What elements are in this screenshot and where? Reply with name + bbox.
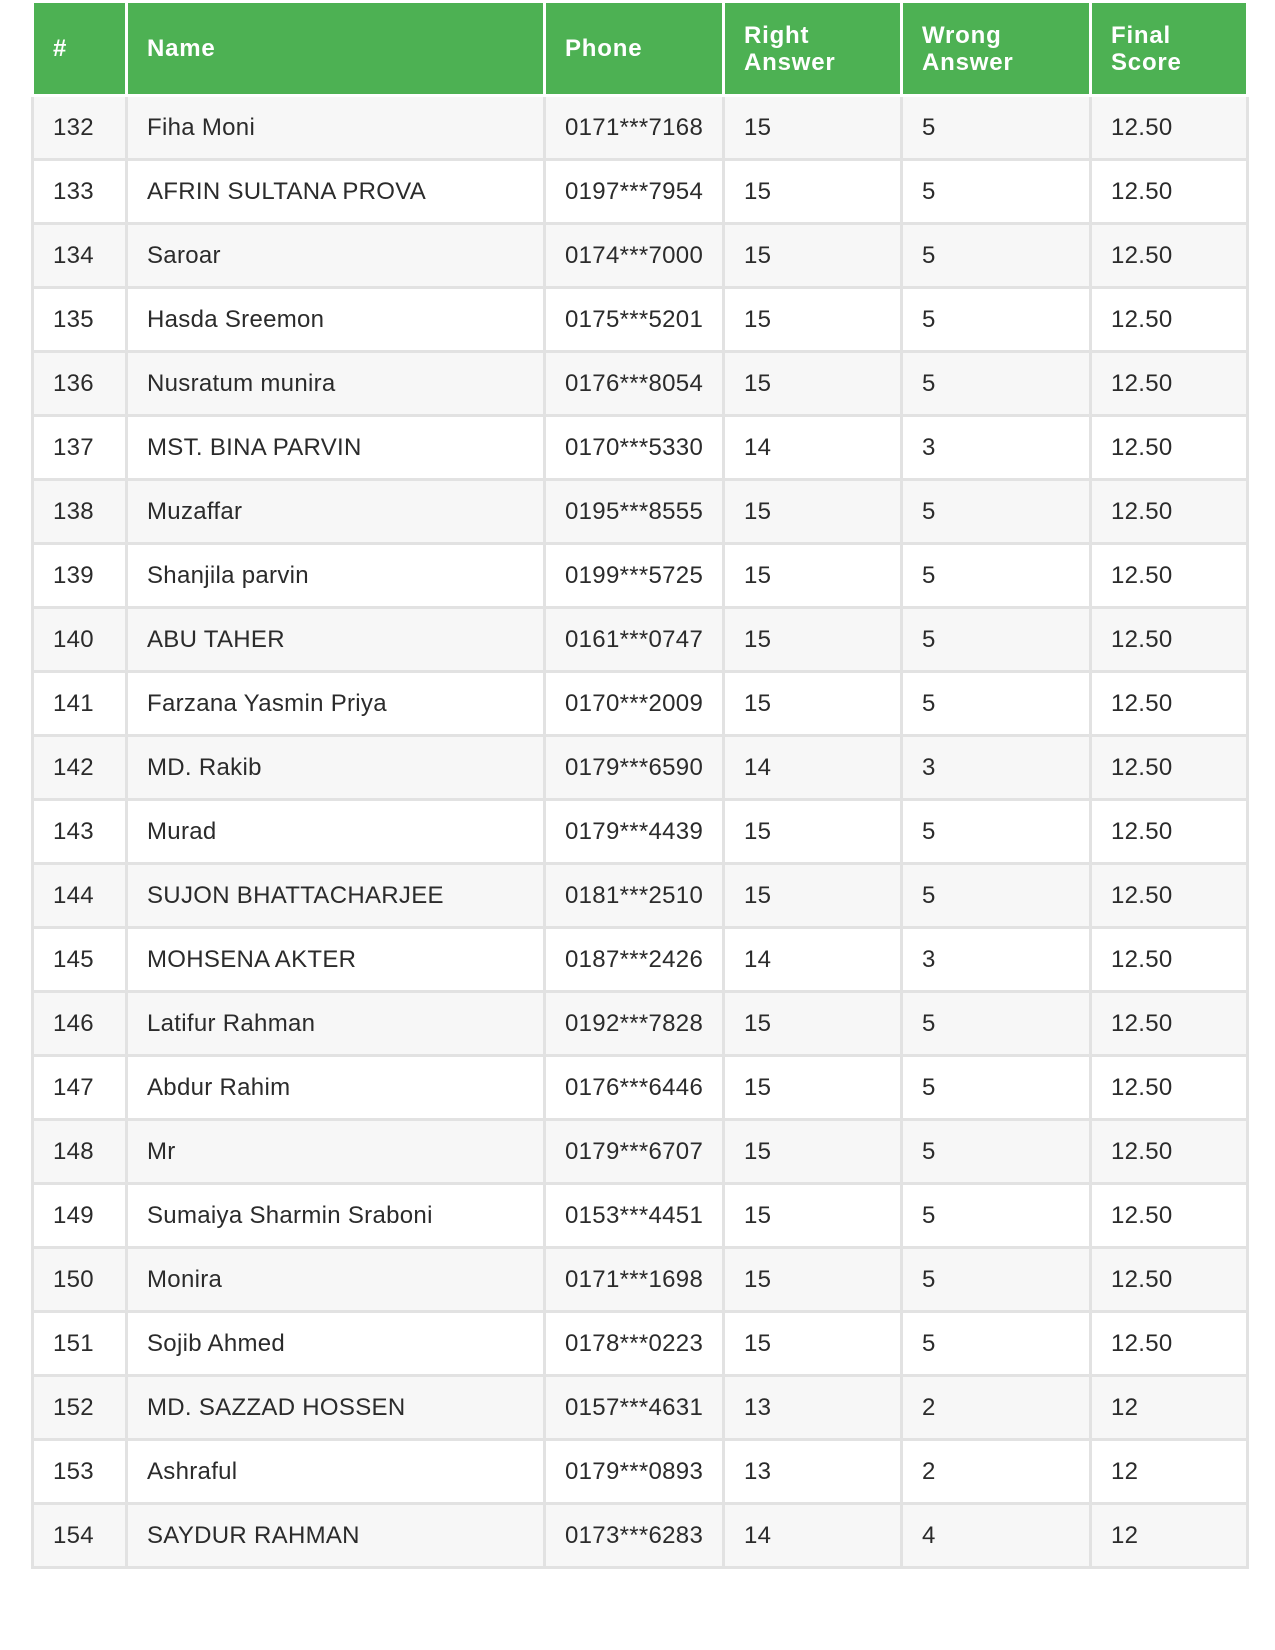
table-row <box>33 1504 1248 1568</box>
cell-number: 139 <box>33 544 127 608</box>
cell-wrong-answer: 5 <box>902 160 1091 224</box>
cell-name: Ashraful <box>127 1440 545 1504</box>
cell-phone: 0171***1698 <box>545 1248 724 1312</box>
cell-name: MD. Rakib <box>127 736 545 800</box>
cell-wrong-answer: 5 <box>902 608 1091 672</box>
cell-right-answer: 15 <box>724 224 902 288</box>
cell-final-score: 12.50 <box>1091 1056 1248 1120</box>
cell-right-answer: 14 <box>724 1504 902 1568</box>
cell-name: Hasda Sreemon <box>127 288 545 352</box>
table-row <box>33 1440 1248 1504</box>
cell-phone: 0199***5725 <box>545 544 724 608</box>
header-row <box>33 2 1248 96</box>
cell-right-answer: 15 <box>724 1184 902 1248</box>
results-table <box>31 0 1249 1569</box>
cell-phone: 0195***8555 <box>545 480 724 544</box>
cell-final-score: 12 <box>1091 1440 1248 1504</box>
cell-final-score: 12.50 <box>1091 224 1248 288</box>
cell-right-answer: 15 <box>724 864 902 928</box>
cell-phone: 0197***7954 <box>545 160 724 224</box>
cell-name: Saroar <box>127 224 545 288</box>
cell-wrong-answer: 5 <box>902 352 1091 416</box>
cell-right-answer: 14 <box>724 416 902 480</box>
cell-number: 142 <box>33 736 127 800</box>
cell-wrong-answer: 4 <box>902 1504 1091 1568</box>
cell-right-answer: 15 <box>724 1248 902 1312</box>
cell-name: SAYDUR RAHMAN <box>127 1504 545 1568</box>
cell-wrong-answer: 5 <box>902 1120 1091 1184</box>
cell-wrong-answer: 3 <box>902 736 1091 800</box>
cell-number: 136 <box>33 352 127 416</box>
cell-number: 148 <box>33 1120 127 1184</box>
table-header <box>33 2 1248 96</box>
cell-right-answer: 15 <box>724 160 902 224</box>
table-row <box>33 928 1248 992</box>
header-final-score: Final Score <box>1091 2 1248 96</box>
table-body <box>33 96 1248 1568</box>
cell-right-answer: 15 <box>724 1056 902 1120</box>
cell-name: SUJON BHATTACHARJEE <box>127 864 545 928</box>
cell-wrong-answer: 5 <box>902 544 1091 608</box>
cell-final-score: 12.50 <box>1091 1120 1248 1184</box>
cell-wrong-answer: 2 <box>902 1440 1091 1504</box>
cell-phone: 0179***0893 <box>545 1440 724 1504</box>
cell-number: 143 <box>33 800 127 864</box>
cell-right-answer: 15 <box>724 608 902 672</box>
cell-number: 151 <box>33 1312 127 1376</box>
cell-phone: 0173***6283 <box>545 1504 724 1568</box>
cell-wrong-answer: 5 <box>902 480 1091 544</box>
cell-right-answer: 13 <box>724 1440 902 1504</box>
cell-phone: 0179***6590 <box>545 736 724 800</box>
cell-final-score: 12 <box>1091 1376 1248 1440</box>
cell-wrong-answer: 5 <box>902 672 1091 736</box>
cell-right-answer: 15 <box>724 1120 902 1184</box>
header-name: Name <box>127 2 545 96</box>
cell-phone: 0170***5330 <box>545 416 724 480</box>
cell-wrong-answer: 5 <box>902 1248 1091 1312</box>
cell-name: Fiha Moni <box>127 96 545 160</box>
cell-right-answer: 15 <box>724 352 902 416</box>
cell-number: 133 <box>33 160 127 224</box>
cell-final-score: 12.50 <box>1091 608 1248 672</box>
cell-final-score: 12.50 <box>1091 1184 1248 1248</box>
header-number: # <box>33 2 127 96</box>
cell-name: Farzana Yasmin Priya <box>127 672 545 736</box>
cell-right-answer: 15 <box>724 544 902 608</box>
cell-final-score: 12.50 <box>1091 352 1248 416</box>
cell-phone: 0175***5201 <box>545 288 724 352</box>
cell-name: Mr <box>127 1120 545 1184</box>
cell-number: 150 <box>33 1248 127 1312</box>
cell-number: 138 <box>33 480 127 544</box>
table-row <box>33 672 1248 736</box>
table-row <box>33 1312 1248 1376</box>
cell-final-score: 12.50 <box>1091 1248 1248 1312</box>
table-row <box>33 1376 1248 1440</box>
cell-phone: 0179***4439 <box>545 800 724 864</box>
cell-right-answer: 14 <box>724 736 902 800</box>
cell-name: Murad <box>127 800 545 864</box>
table-row <box>33 96 1248 160</box>
table-row <box>33 288 1248 352</box>
table-row <box>33 864 1248 928</box>
table-row <box>33 480 1248 544</box>
table-row <box>33 224 1248 288</box>
table-row <box>33 544 1248 608</box>
cell-number: 145 <box>33 928 127 992</box>
cell-final-score: 12.50 <box>1091 160 1248 224</box>
cell-name: Sumaiya Sharmin Sraboni <box>127 1184 545 1248</box>
table-row <box>33 736 1248 800</box>
cell-wrong-answer: 3 <box>902 928 1091 992</box>
cell-number: 132 <box>33 96 127 160</box>
cell-final-score: 12.50 <box>1091 736 1248 800</box>
cell-name: Sojib Ahmed <box>127 1312 545 1376</box>
table-row <box>33 1056 1248 1120</box>
cell-final-score: 12.50 <box>1091 992 1248 1056</box>
cell-number: 153 <box>33 1440 127 1504</box>
cell-number: 152 <box>33 1376 127 1440</box>
cell-name: Abdur Rahim <box>127 1056 545 1120</box>
cell-final-score: 12.50 <box>1091 96 1248 160</box>
cell-wrong-answer: 5 <box>902 96 1091 160</box>
header-phone: Phone <box>545 2 724 96</box>
cell-name: MST. BINA PARVIN <box>127 416 545 480</box>
cell-number: 149 <box>33 1184 127 1248</box>
cell-wrong-answer: 5 <box>902 864 1091 928</box>
cell-phone: 0179***6707 <box>545 1120 724 1184</box>
cell-name: MD. SAZZAD HOSSEN <box>127 1376 545 1440</box>
cell-number: 147 <box>33 1056 127 1120</box>
cell-final-score: 12.50 <box>1091 288 1248 352</box>
table-row <box>33 416 1248 480</box>
cell-phone: 0174***7000 <box>545 224 724 288</box>
table-row <box>33 1120 1248 1184</box>
cell-wrong-answer: 2 <box>902 1376 1091 1440</box>
cell-wrong-answer: 5 <box>902 1312 1091 1376</box>
cell-phone: 0161***0747 <box>545 608 724 672</box>
cell-wrong-answer: 5 <box>902 800 1091 864</box>
cell-right-answer: 15 <box>724 800 902 864</box>
table-row <box>33 608 1248 672</box>
header-wrong-answer: Wrong Answer <box>902 2 1091 96</box>
cell-number: 135 <box>33 288 127 352</box>
cell-name: MOHSENA AKTER <box>127 928 545 992</box>
cell-final-score: 12.50 <box>1091 928 1248 992</box>
table-row <box>33 1248 1248 1312</box>
cell-name: AFRIN SULTANA PROVA <box>127 160 545 224</box>
cell-phone: 0176***8054 <box>545 352 724 416</box>
cell-number: 144 <box>33 864 127 928</box>
cell-final-score: 12.50 <box>1091 672 1248 736</box>
cell-number: 137 <box>33 416 127 480</box>
header-right-answer: Right Answer <box>724 2 902 96</box>
cell-number: 154 <box>33 1504 127 1568</box>
cell-phone: 0176***6446 <box>545 1056 724 1120</box>
cell-wrong-answer: 5 <box>902 1184 1091 1248</box>
cell-final-score: 12.50 <box>1091 416 1248 480</box>
cell-number: 140 <box>33 608 127 672</box>
cell-right-answer: 15 <box>724 96 902 160</box>
cell-right-answer: 15 <box>724 288 902 352</box>
cell-wrong-answer: 5 <box>902 1056 1091 1120</box>
table-row <box>33 992 1248 1056</box>
cell-phone: 0192***7828 <box>545 992 724 1056</box>
table-row <box>33 800 1248 864</box>
cell-final-score: 12.50 <box>1091 480 1248 544</box>
cell-right-answer: 15 <box>724 480 902 544</box>
cell-name: Nusratum munira <box>127 352 545 416</box>
cell-right-answer: 15 <box>724 672 902 736</box>
cell-phone: 0181***2510 <box>545 864 724 928</box>
table-row <box>33 1184 1248 1248</box>
cell-name: Shanjila parvin <box>127 544 545 608</box>
cell-phone: 0187***2426 <box>545 928 724 992</box>
table-row <box>33 352 1248 416</box>
cell-name: Muzaffar <box>127 480 545 544</box>
cell-wrong-answer: 5 <box>902 224 1091 288</box>
cell-wrong-answer: 5 <box>902 992 1091 1056</box>
cell-right-answer: 15 <box>724 1312 902 1376</box>
cell-final-score: 12.50 <box>1091 544 1248 608</box>
cell-phone: 0171***7168 <box>545 96 724 160</box>
cell-number: 146 <box>33 992 127 1056</box>
cell-phone: 0157***4631 <box>545 1376 724 1440</box>
cell-wrong-answer: 3 <box>902 416 1091 480</box>
cell-number: 134 <box>33 224 127 288</box>
table-row <box>33 160 1248 224</box>
cell-phone: 0153***4451 <box>545 1184 724 1248</box>
cell-name: Latifur Rahman <box>127 992 545 1056</box>
cell-final-score: 12.50 <box>1091 864 1248 928</box>
cell-number: 141 <box>33 672 127 736</box>
cell-final-score: 12 <box>1091 1504 1248 1568</box>
cell-right-answer: 15 <box>724 992 902 1056</box>
cell-final-score: 12.50 <box>1091 1312 1248 1376</box>
cell-phone: 0178***0223 <box>545 1312 724 1376</box>
cell-name: ABU TAHER <box>127 608 545 672</box>
cell-wrong-answer: 5 <box>902 288 1091 352</box>
cell-name: Monira <box>127 1248 545 1312</box>
cell-right-answer: 14 <box>724 928 902 992</box>
cell-phone: 0170***2009 <box>545 672 724 736</box>
cell-final-score: 12.50 <box>1091 800 1248 864</box>
cell-right-answer: 13 <box>724 1376 902 1440</box>
